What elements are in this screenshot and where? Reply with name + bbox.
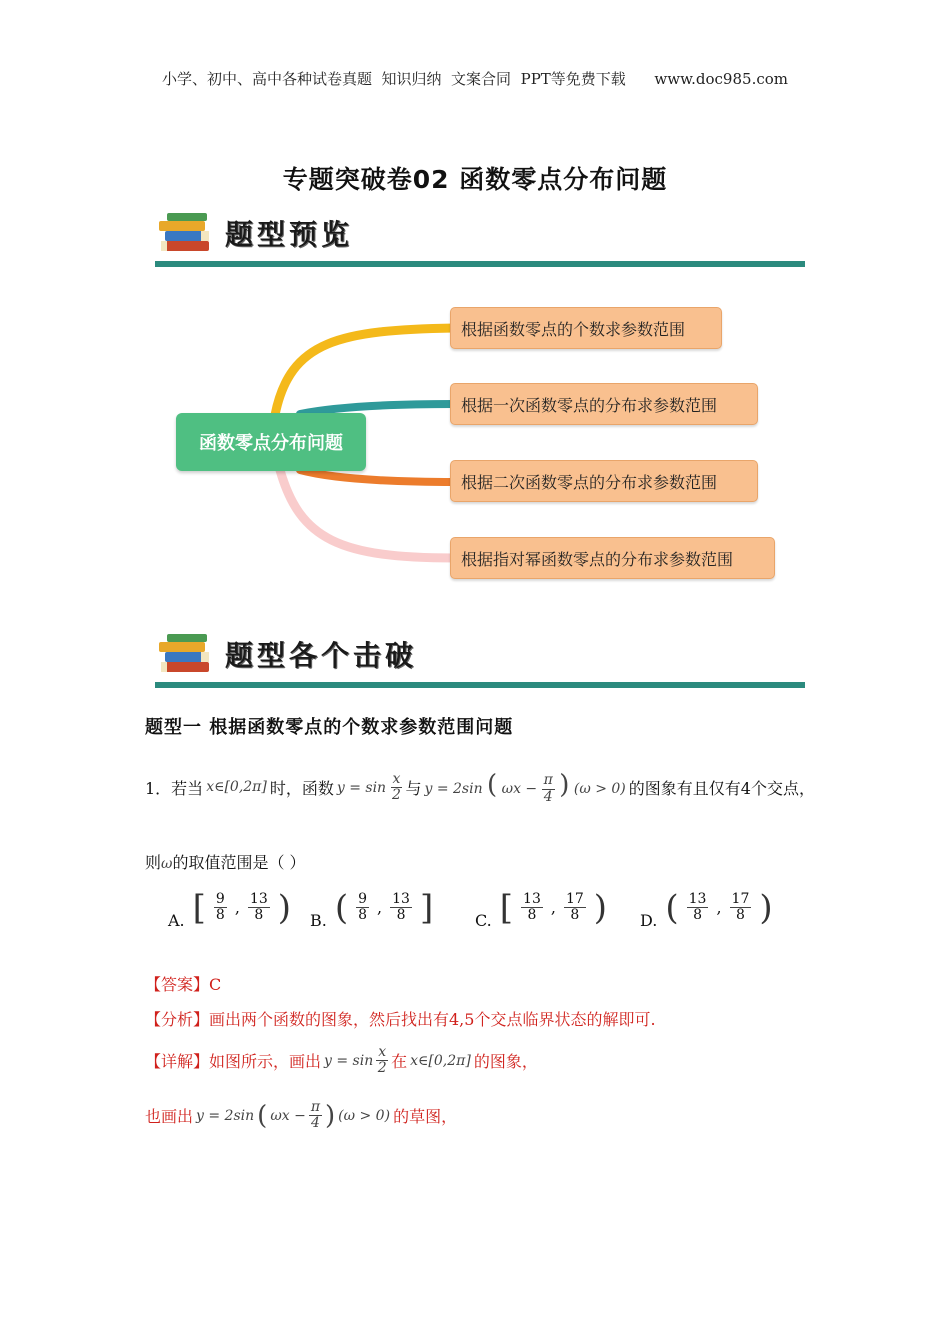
section-heading: 题型一 根据函数零点的个数求参数范围问题 xyxy=(145,717,514,738)
question-text: 的取值范围是（ ） xyxy=(172,853,306,872)
numerator: 13 xyxy=(523,890,541,907)
page-title: 专题突破卷02 函数零点分布问题 xyxy=(282,165,668,194)
fraction xyxy=(356,892,369,924)
omega-symbol: ω xyxy=(161,856,173,872)
option-label: B. xyxy=(310,911,327,930)
denominator: 8 xyxy=(527,907,537,923)
mindmap-leaf-3: 根据二次函数零点的分布求参数范围 xyxy=(450,460,758,502)
bracket-right: ] xyxy=(419,887,434,928)
bracket-left: [ xyxy=(499,887,514,928)
bracket-right: ) xyxy=(593,887,608,928)
numerator: π xyxy=(543,772,553,789)
option-a[interactable]: A. [ $\frac{9}{8}$ , $\frac{13}{8}$ ) xyxy=(168,887,292,930)
detail-text: 的图象， xyxy=(473,1052,538,1072)
fraction xyxy=(214,892,227,924)
numerator: 13 xyxy=(688,890,707,907)
mindmap-leaf-2: 根据一次函数零点的分布求参数范围 xyxy=(450,383,758,425)
option-label: D. xyxy=(640,911,658,930)
mindmap-leaf-4: 根据指对幂函数零点的分布求参数范围 xyxy=(450,537,775,579)
numerator: 17 xyxy=(731,890,750,907)
bracket-left: ( xyxy=(665,887,679,928)
books-icon xyxy=(157,211,217,257)
func-2-condition: (ω > 0) xyxy=(573,781,626,797)
books-icon xyxy=(157,632,217,678)
detail-function: y = 2sin xyxy=(196,1107,255,1124)
question-text: 的图象有且仅有4个交点， xyxy=(628,778,815,798)
numerator: x xyxy=(378,1044,387,1060)
denominator: 8 xyxy=(254,907,264,923)
denominator: 8 xyxy=(396,907,406,923)
question-text: 则 xyxy=(145,853,162,872)
question-1 xyxy=(145,770,815,805)
fraction xyxy=(730,892,752,924)
page-header: 小学、初中、高中各种试卷真题 知识归纳 文案合同 PPT等免费下载 www.doc985.com xyxy=(161,70,788,88)
fraction xyxy=(564,892,586,924)
function-2: y = 2sin ( ωx − $\frac{\pi}{4}$ ) (ω > 0) xyxy=(424,770,626,805)
denominator: 8 xyxy=(215,907,225,923)
denominator: 8 xyxy=(570,907,580,923)
numerator: 13 xyxy=(249,890,268,907)
branch-1 xyxy=(275,328,455,415)
fraction xyxy=(542,773,555,805)
denominator: 8 xyxy=(358,907,368,923)
detail-condition: (ω > 0) xyxy=(338,1107,391,1124)
numerator: 9 xyxy=(358,890,368,907)
bracket-right: ) xyxy=(759,887,773,928)
section-banner-preview xyxy=(155,207,805,267)
denominator: 8 xyxy=(735,907,745,923)
numerator: x xyxy=(392,770,401,787)
answer-line: 【答案】C xyxy=(145,975,222,994)
banner-label: 题型预览 xyxy=(225,218,354,251)
fraction xyxy=(376,1045,388,1077)
denominator: 2 xyxy=(377,1060,387,1077)
mindmap-center-node: 函数零点分布问题 xyxy=(176,413,366,471)
banner-underline xyxy=(155,261,805,267)
denominator: 2 xyxy=(392,786,401,803)
detail-inner: ωx − xyxy=(270,1107,306,1124)
function-1 xyxy=(337,772,403,804)
func-2-name: y = 2sin xyxy=(424,781,483,797)
numerator: 13 xyxy=(392,890,410,907)
option-label: C. xyxy=(475,911,492,930)
detail-function: y = sin xyxy=(324,1052,374,1069)
analysis-line: 【分析】画出两个函数的图象，然后找出有4,5个交点临界状态的解即可. xyxy=(145,1010,656,1029)
question-1-line-2 xyxy=(145,850,306,873)
detail-condition: x∈[0,2π] xyxy=(410,1052,471,1069)
question-text: 与 xyxy=(405,778,422,798)
func-1-name: y = sin xyxy=(336,779,387,796)
mindmap-leaf-1: 根据函数零点的个数求参数范围 xyxy=(450,307,722,349)
bracket-right: ) xyxy=(277,887,292,928)
section-banner-breakdown xyxy=(155,628,805,688)
bracket-left: [ xyxy=(192,887,206,928)
detail-text: 也画出 xyxy=(145,1107,194,1127)
denominator: 4 xyxy=(310,1115,320,1132)
detail-line-1 xyxy=(145,1045,538,1077)
domain-condition: x∈[0,2π] xyxy=(206,779,267,796)
fraction xyxy=(248,892,270,924)
detail-text: 在 xyxy=(391,1052,408,1072)
denominator: 8 xyxy=(693,907,702,923)
func-2-inner: ωx − xyxy=(501,781,538,797)
fraction xyxy=(687,892,709,924)
detail-text: 【详解】如图所示，画出 xyxy=(145,1052,322,1072)
banner-label: 题型各个击破 xyxy=(225,639,418,672)
fraction xyxy=(309,1100,322,1132)
branch-4 xyxy=(280,470,455,558)
branch-3 xyxy=(300,470,455,482)
option-d[interactable]: D. ( $\frac{13}{8}$ , $\frac{17}{8}$ ) xyxy=(640,887,773,930)
fraction xyxy=(391,772,403,804)
fraction xyxy=(390,892,412,924)
denominator: 4 xyxy=(543,788,553,805)
bracket-left: ( xyxy=(334,887,349,928)
numerator: 17 xyxy=(565,890,584,907)
detail-text: 的草图， xyxy=(393,1107,458,1127)
banner-underline xyxy=(155,682,805,688)
numerator: π xyxy=(310,1099,321,1115)
option-b[interactable]: B. ( $\frac{9}{8}$ , $\frac{13}{8}$ ] xyxy=(310,887,434,930)
question-number: 1．若当 xyxy=(145,778,204,798)
option-label: A. xyxy=(168,911,185,930)
detail-line-2: 也画出 y = 2sin ( ωx − $\frac{\pi}{4}$ ) (ω > 0) 的草图， xyxy=(145,1099,458,1132)
fraction xyxy=(521,892,543,924)
question-text: 时，函数 xyxy=(269,778,334,798)
option-c[interactable]: C. [ $\frac{13}{8}$ , $\frac{17}{8}$ ) xyxy=(475,887,608,930)
numerator: 9 xyxy=(215,890,225,907)
